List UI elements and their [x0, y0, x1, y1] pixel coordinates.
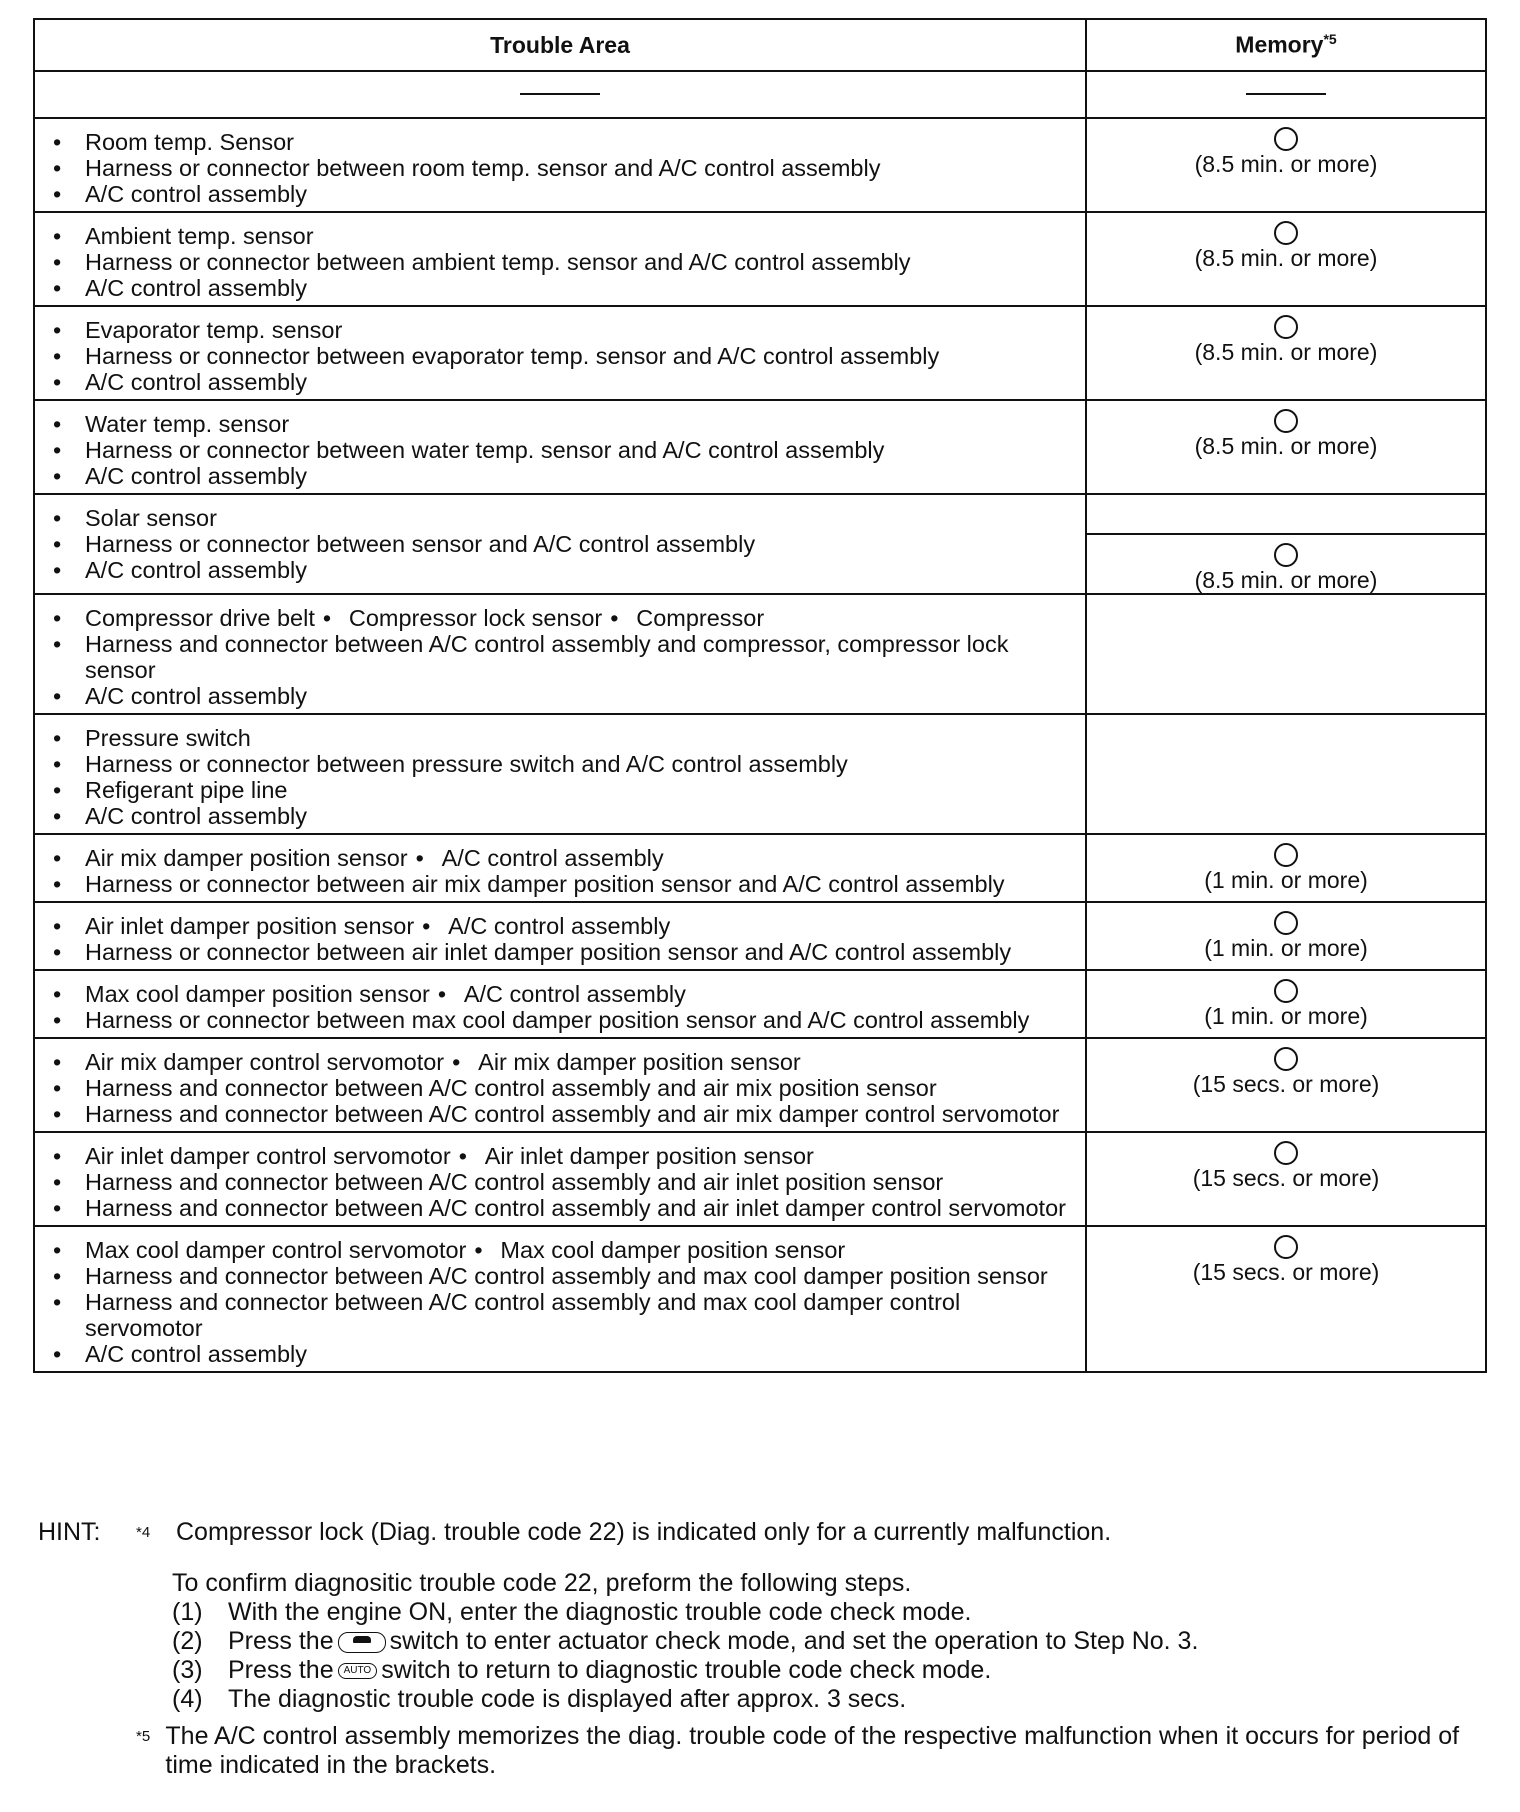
list-item: [49, 317, 1077, 343]
step-number: (2): [172, 1627, 203, 1655]
memory-duration: (8.5 min. or more): [1194, 567, 1378, 593]
list-item: [49, 605, 1077, 631]
step-text: [228, 1656, 991, 1685]
memory-cell: [1086, 594, 1486, 714]
step-text: [228, 1685, 906, 1714]
list-item-text: A/C control assembly: [85, 683, 308, 709]
trouble-area-cell: [34, 594, 1086, 714]
list-item-text: Water temp. sensor: [85, 411, 290, 437]
list-item: [49, 129, 1077, 155]
trouble-area-cell: [34, 118, 1086, 212]
note5-mark: *5: [136, 1728, 151, 1745]
list-item-text: Compressor drive belt: [85, 605, 315, 631]
memory-value: [1087, 1133, 1485, 1191]
list-item-text: Harness or connector between sensor and A/C control assembly: [85, 531, 756, 557]
list-item: [49, 181, 1077, 207]
memory-cell: [1086, 400, 1486, 494]
list-item-text: Evaporator temp. sensor: [85, 317, 343, 343]
trouble-item-list: [35, 1133, 1085, 1225]
hint-label: HINT:: [38, 1518, 101, 1546]
list-item: [49, 155, 1077, 181]
list-item: [49, 223, 1077, 249]
list-item-text: Room temp. Sensor: [85, 129, 294, 155]
memory-value: [1087, 535, 1485, 593]
inline-item: • Max cool damper position sensor: [500, 1237, 845, 1263]
circle-mark-icon: [1274, 409, 1298, 433]
memory-cell: [1086, 306, 1486, 400]
list-item: [49, 1169, 1077, 1195]
memory-cell: [1086, 1038, 1486, 1132]
trouble-item-list: [35, 213, 1085, 305]
inline-item: • Compressor: [636, 605, 764, 631]
step-item: [172, 1656, 1498, 1685]
list-item: [49, 1143, 1077, 1169]
trouble-item-list: [35, 307, 1085, 399]
trouble-area-cell: [34, 494, 1086, 594]
list-item: [49, 1237, 1077, 1263]
memory-cell: [1086, 714, 1486, 834]
list-item: [49, 463, 1077, 489]
memory-value: [1087, 119, 1485, 177]
list-item-text: Solar sensor: [85, 505, 217, 531]
memory-duration: (8.5 min. or more): [1194, 433, 1378, 459]
list-item-text: A/C control assembly: [85, 369, 308, 395]
list-item: [49, 1007, 1077, 1033]
trouble-item-list: [35, 595, 1085, 713]
step-number: (4): [172, 1685, 203, 1713]
list-item-text: Pressure switch: [85, 725, 251, 751]
list-item-text: Harness or connector between ambient temp. sensor and A/C control assembly: [85, 249, 911, 275]
circle-mark-icon: [1274, 1235, 1298, 1259]
memory-cell: [1086, 1226, 1486, 1372]
list-item-text: Harness and connector between A/C control assembly and max cool damper position sensor: [85, 1263, 1048, 1289]
memory-duration: (1 min. or more): [1204, 867, 1368, 893]
hint-section: [38, 1518, 1498, 1780]
list-item-text: Max cool damper control servomotor: [85, 1237, 467, 1263]
list-item: [49, 1289, 1077, 1341]
note5-text: The A/C control assembly memorizes the diag. trouble code of the respective malfunction when it occurs for period of time indicated in the brackets.: [165, 1722, 1460, 1779]
list-item-text: Ambient temp. sensor: [85, 223, 314, 249]
inline-item: • A/C control assembly: [448, 913, 670, 939]
list-item: [49, 751, 1077, 777]
list-item: [49, 1341, 1077, 1367]
memory-duration: (15 secs. or more): [1192, 1259, 1380, 1285]
circle-mark-icon: [1274, 1047, 1298, 1071]
list-item: [49, 1263, 1077, 1289]
list-item: [49, 1195, 1077, 1221]
step-item: [172, 1598, 1498, 1627]
trouble-area-cell: [34, 212, 1086, 306]
memory-value: [1087, 903, 1485, 961]
list-item: [49, 913, 1077, 939]
list-item-text: Air inlet damper control servomotor: [85, 1143, 451, 1169]
table-row: [34, 494, 1486, 594]
trouble-item-list: [35, 401, 1085, 493]
circle-mark-icon: [1274, 979, 1298, 1003]
trouble-area-cell: [34, 834, 1086, 902]
memory-duration: (8.5 min. or more): [1194, 151, 1378, 177]
list-item-text: A/C control assembly: [85, 803, 308, 829]
memory-cell: [1086, 902, 1486, 970]
memory-duration: (8.5 min. or more): [1194, 339, 1378, 365]
circle-mark-icon: [1274, 315, 1298, 339]
memory-cell: [1086, 118, 1486, 212]
dash-cell-left: [34, 71, 1086, 118]
note5: [136, 1722, 1498, 1780]
step-text-before: Press the: [228, 1627, 334, 1655]
trouble-item-list: [35, 1039, 1085, 1131]
list-item-text: Harness or connector between water temp. sensor and A/C control assembly: [85, 437, 885, 463]
list-item-text: Air mix damper position sensor: [85, 845, 408, 871]
table-row: [34, 1226, 1486, 1372]
memory-cell: [1086, 494, 1486, 594]
table-row: [34, 212, 1486, 306]
trouble-area-cell: [34, 1038, 1086, 1132]
list-item-text: Refigerant pipe line: [85, 777, 288, 803]
list-item-text: Harness and connector between A/C control assembly and air inlet position sensor: [85, 1169, 944, 1195]
circle-mark-icon: [1274, 1141, 1298, 1165]
list-item: [49, 275, 1077, 301]
memory-duration: (1 min. or more): [1204, 935, 1368, 961]
list-item: [49, 369, 1077, 395]
inline-item: • A/C control assembly: [442, 845, 664, 871]
fan-switch-icon: [338, 1632, 386, 1653]
table-row: [34, 902, 1486, 970]
memory-cell: [1086, 212, 1486, 306]
inline-item: • Compressor lock sensor: [349, 605, 602, 631]
list-item-text: Harness and connector between A/C control assembly and air mix damper control servomotor: [85, 1101, 1060, 1127]
list-item: [49, 981, 1077, 1007]
dash-row: [34, 71, 1486, 118]
list-item-text: Harness or connector between air inlet damper position sensor and A/C control assembly: [85, 939, 1012, 965]
dash-line: [520, 93, 600, 95]
trouble-area-header: Trouble Area: [34, 19, 1086, 71]
memory-value: [1087, 835, 1485, 893]
table-row: [34, 1132, 1486, 1226]
trouble-area-cell: [34, 902, 1086, 970]
memory-value: [1087, 1227, 1485, 1285]
step-text-before: With the engine ON, enter the diagnostic trouble code check mode.: [228, 1598, 972, 1626]
step-item: [172, 1685, 1498, 1714]
trouble-area-cell: [34, 306, 1086, 400]
list-item-text: Harness or connector between room temp. sensor and A/C control assembly: [85, 155, 881, 181]
step-text-after: switch to return to diagnostic trouble code check mode.: [381, 1656, 992, 1684]
trouble-item-list: [35, 835, 1085, 901]
list-item: [49, 777, 1077, 803]
trouble-area-table: [33, 18, 1487, 1373]
dash-line: [1246, 93, 1326, 95]
list-item: [49, 1101, 1077, 1127]
list-item: [49, 411, 1077, 437]
list-item: [49, 1075, 1077, 1101]
list-item: [49, 939, 1077, 965]
list-item-text: Harness and connector between A/C control assembly and air inlet damper control servomotor: [85, 1195, 1066, 1221]
memory-value: [1087, 1039, 1485, 1097]
dash-cell-right: [1086, 71, 1486, 118]
list-item-text: Harness or connector between evaporator temp. sensor and A/C control assembly: [85, 343, 940, 369]
auto-switch-icon: AUTO: [338, 1663, 378, 1679]
list-item: [49, 725, 1077, 751]
memory-duration: (1 min. or more): [1204, 1003, 1368, 1029]
trouble-item-list: [35, 903, 1085, 969]
note4-mark: *4: [136, 1524, 151, 1541]
inline-item: • Air mix damper position sensor: [478, 1049, 801, 1075]
step-text-before: The diagnostic trouble code is displayed after approx. 3 secs.: [228, 1685, 907, 1713]
step-text: [228, 1627, 1198, 1656]
table-row: [34, 118, 1486, 212]
memory-value: [1087, 213, 1485, 271]
list-item: [49, 531, 1077, 557]
circle-mark-icon: [1274, 543, 1298, 567]
list-item-text: Harness and connector between A/C control assembly and max cool damper control servomotor: [85, 1289, 961, 1341]
memory-duration: (15 secs. or more): [1192, 1071, 1380, 1097]
note4-text: Compressor lock (Diag. trouble code 22) is indicated only for a currently malfunction.: [176, 1518, 1112, 1546]
list-item-text: A/C control assembly: [85, 1341, 308, 1367]
confirm-intro: To confirm diagnositic trouble code 22, preform the following steps.: [172, 1569, 912, 1597]
list-item-text: Max cool damper position sensor: [85, 981, 430, 1007]
inline-item: • A/C control assembly: [464, 981, 686, 1007]
list-item-text: Harness or connector between air mix damper position sensor and A/C control assembly: [85, 871, 1005, 897]
table-row: [34, 714, 1486, 834]
circle-mark-icon: [1274, 127, 1298, 151]
list-item: [49, 557, 1077, 583]
circle-mark-icon: [1274, 221, 1298, 245]
trouble-area-cell: [34, 714, 1086, 834]
list-item: [49, 505, 1077, 531]
trouble-item-list: [35, 495, 1085, 587]
table-row: [34, 306, 1486, 400]
trouble-area-cell: [34, 970, 1086, 1038]
confirm-steps: [172, 1569, 1498, 1714]
memory-cell: [1086, 1132, 1486, 1226]
list-item: [49, 845, 1077, 871]
list-item-text: Air mix damper control servomotor: [85, 1049, 445, 1075]
trouble-item-list: [35, 119, 1085, 211]
steps-list: [172, 1598, 1498, 1714]
trouble-area-cell: [34, 1132, 1086, 1226]
trouble-area-cell: [34, 400, 1086, 494]
list-item-text: A/C control assembly: [85, 275, 308, 301]
list-item: [49, 1049, 1077, 1075]
trouble-item-list: [35, 1227, 1085, 1371]
list-item-text: A/C control assembly: [85, 557, 308, 583]
list-item: [49, 437, 1077, 463]
list-item-text: Harness or connector between max cool damper position sensor and A/C control assembly: [85, 1007, 1030, 1033]
memory-header: [1086, 19, 1486, 71]
trouble-item-list: [35, 715, 1085, 833]
list-item-text: A/C control assembly: [85, 181, 308, 207]
memory-value: [1087, 971, 1485, 1029]
step-text-after: switch to enter actuator check mode, and set the operation to Step No. 3.: [389, 1627, 1199, 1655]
list-item-text: Air inlet damper position sensor: [85, 913, 415, 939]
memory-cell: [1086, 834, 1486, 902]
memory-duration: (15 secs. or more): [1192, 1165, 1380, 1191]
trouble-area-cell: [34, 1226, 1086, 1372]
table-row: [34, 970, 1486, 1038]
table-header-row: [34, 19, 1486, 71]
list-item-text: A/C control assembly: [85, 463, 308, 489]
list-item-text: Harness and connector between A/C control assembly and air mix position sensor: [85, 1075, 937, 1101]
table-row: [34, 834, 1486, 902]
memory-footnote-mark: *5: [1323, 31, 1337, 48]
list-item: [49, 631, 1077, 683]
step-number: (1): [172, 1598, 203, 1626]
step-number: (3): [172, 1656, 203, 1684]
memory-header-label: Memory: [1235, 31, 1324, 58]
memory-value: [1087, 401, 1485, 459]
list-item-text: Harness and connector between A/C control assembly and compressor, compressor lock sensor: [85, 631, 1009, 683]
list-item: [49, 871, 1077, 897]
step-text-before: Press the: [228, 1656, 334, 1684]
circle-mark-icon: [1274, 843, 1298, 867]
list-item-text: Harness or connector between pressure switch and A/C control assembly: [85, 751, 848, 777]
table-row: [34, 594, 1486, 714]
step-item: [172, 1627, 1498, 1656]
table-row: [34, 400, 1486, 494]
memory-duration: (8.5 min. or more): [1194, 245, 1378, 271]
circle-mark-icon: [1274, 911, 1298, 935]
list-item: [49, 343, 1077, 369]
list-item: [49, 249, 1077, 275]
trouble-item-list: [35, 971, 1085, 1037]
list-item: [49, 683, 1077, 709]
step-text: [228, 1598, 971, 1627]
memory-value: [1087, 307, 1485, 365]
inline-item: • Air inlet damper position sensor: [485, 1143, 814, 1169]
table-row: [34, 1038, 1486, 1132]
memory-split-top: [1087, 495, 1485, 535]
list-item: [49, 803, 1077, 829]
memory-cell: [1086, 970, 1486, 1038]
